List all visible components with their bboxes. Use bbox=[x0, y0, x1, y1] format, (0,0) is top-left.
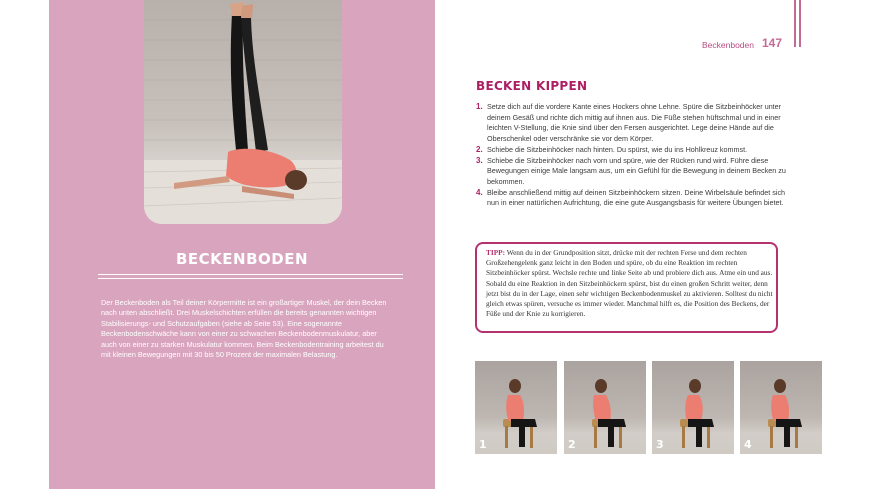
photo-number: 1 bbox=[479, 438, 487, 451]
photo-number: 4 bbox=[744, 438, 752, 451]
title-rule-top bbox=[98, 274, 403, 275]
step-number: 4. bbox=[476, 187, 483, 197]
step-photo-1 bbox=[475, 361, 557, 454]
hero-photo-legs-up bbox=[144, 0, 342, 224]
step-number: 1. bbox=[476, 102, 483, 111]
running-head: Beckenboden bbox=[702, 40, 754, 50]
title-rule-bottom bbox=[98, 278, 403, 279]
exercise-title: BECKEN KIPPEN bbox=[476, 79, 588, 93]
tip-text: Wenn du in der Grundposition sitzt, drücke mit der rechten Ferse und dem rechten Großzehengelenk ganz leicht in den Boden und spüre, ob du eine Reaktion im rechten Sitzbeinhöcker spürst. Wechsle rechte und linke Seite ab und probiere dich aus. Atme ein und aus. Sobald du eine Reaktion in den Sitzbeinhöckern spürst, bist du einen großen Schritt weiter, denn jetzt bist du in der Lage, einen sehr wichtigen Beckenbodenmuskel zu aktivieren. Solltest du nicht gleich etwas spüren, versuche es immer wieder. Manchmal hilft es, die Position des Beckens, der Füße und der Knie zu korrigieren. bbox=[486, 248, 773, 319]
step-photo-3 bbox=[652, 361, 734, 454]
step-text: Schiebe die Sitzbeinhöcker nach vorn und spüre, wie der Rücken rund wird. Führe diese Bewegungen einige Male langsam aus, um ein Gefühl für die Bewegung in deinem Becken zu bekommen. bbox=[487, 155, 786, 186]
left-page bbox=[49, 0, 435, 489]
step-photo-2 bbox=[564, 361, 646, 454]
step-text: Bleibe anschließend mittig auf deinen Sitzbeinhöckern sitzen. Deine Wirbelsäule befindet sich nun in einer natürlichen Aufrichtung, die eine gute Ausgangsbasis für weitere Übungen bietet. bbox=[487, 187, 786, 208]
step-item bbox=[476, 102, 788, 145]
step-text: Setze dich auf die vordere Kante eines Hockers ohne Lehne. Spüre die Sitzbeinhöcker unter deinem Gesäß und richte dich mittig auf ihnen aus. Die Füße stehen hüftschmal und in einer leichten V-Stellung, die Knie sind über den Fersen ausgerichtet. Lege deine Hände auf die Oberschenkel oder verschränke sie vor dem Körper. bbox=[487, 102, 782, 144]
step-item bbox=[476, 188, 788, 209]
tip-label: TIPP: bbox=[486, 248, 506, 257]
photo-number: 3 bbox=[656, 438, 664, 451]
step-item bbox=[476, 156, 788, 188]
section-title: BECKENBODEN bbox=[175, 250, 309, 268]
decor-line bbox=[799, 0, 801, 47]
tip-box bbox=[475, 242, 778, 333]
step-text: Schiebe die Sitzbeinhöcker nach hinten. Du spürst, wie du ins Hohlkreuz kommst. bbox=[487, 144, 748, 154]
step-number: 3. bbox=[476, 155, 483, 165]
step-number: 2. bbox=[476, 144, 483, 154]
decor-line bbox=[794, 0, 796, 47]
intro-paragraph: Der Beckenboden als Teil deiner Körpermitte ist ein großartiger Muskel, der dein Becken nach unten abschließt. Drei Muskelschichten erfüllen die bereits genannten wichtigen Stabilisierungs- und Schutzaufgaben (siehe ab Seite 53). Eine sogenannte Beckenbodenschwäche kann von einer zu schwachen Beckenbodenmuskulatur, aber auch von einer zu starken Muskulatur kommen. Beim Beckenbodentraining arbeitest du mit kleinen Bewegungen mit 30 bis 50 Prozent der maximalen Belastung. bbox=[101, 298, 387, 360]
step-item bbox=[476, 145, 788, 156]
page-number: 147 bbox=[762, 36, 783, 50]
photo-number: 2 bbox=[568, 438, 576, 451]
step-photo-4 bbox=[740, 361, 822, 454]
steps-list bbox=[476, 102, 788, 209]
